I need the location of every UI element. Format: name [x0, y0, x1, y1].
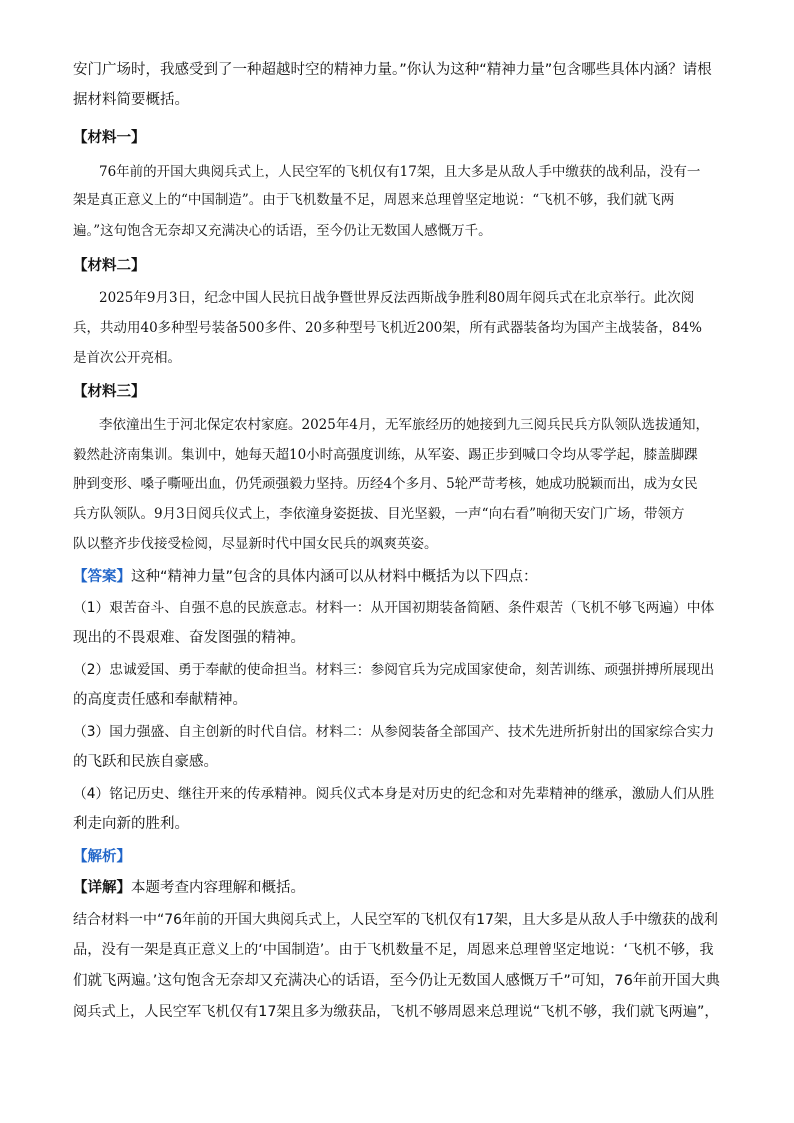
- answer-lead: 这种“精神力量”包含的具体内涵可以从材料中概括为以下四点：: [131, 569, 538, 585]
- material1-line-3: 遍。”这句饱含无奈却又充满决心的话语，至今仍让无数国人感慨万千。: [73, 223, 492, 239]
- answer-line-6: 的飞跃和民族自豪感。: [73, 754, 218, 770]
- answer-line-3: （2）忠诚爱国、勇于奉献的使命担当。材料三：参阅官兵为完成国家使命，刻苦训练、顽强拼搏所展现出: [73, 662, 715, 678]
- answer-line-2: 现出的不畏艰难、奋发图强的精神。: [73, 630, 305, 646]
- material2-heading: 【材料二】: [73, 258, 146, 274]
- analysis-line-2: 品，没有一架是真正意义上的‘中国制造’。由于飞机数量不足，周恩来总理曾坚定地说：‘飞机不够，我: [73, 942, 714, 958]
- analysis-line-4: 阅兵式上，人民空军飞机仅有17架且多为缴获品，飞机不够周恩来总理说“飞机不够，我们就飞两遍”，: [73, 1004, 719, 1020]
- intro-line-1: 安门广场时，我感受到了一种超越时空的精神力量。”你认为这种“精神力量”包含哪些具体内涵？请根: [73, 62, 712, 78]
- detail-text: 本题考查内容理解和概括。: [131, 880, 305, 896]
- material2-line-3: 是首次公开亮相。: [73, 350, 181, 366]
- analysis-tag: 【解析】: [73, 849, 131, 865]
- material1-line-2: 架是真正意义上的“中国制造”。由于飞机数量不足，周恩来总理曾坚定地说：“飞机不够，我们就飞两: [73, 192, 675, 208]
- answer-line-7: （4）铭记历史、继往开来的传承精神。阅兵仪式本身是对历史的纪念和对先辈精神的继承，激励人们从胜: [73, 786, 715, 802]
- answer-line-5: （3）国力强盛、自主创新的时代自信。材料二：从参阅装备全部国产、技术先进所折射出的国家综合实力: [73, 724, 715, 740]
- material3-line-3: 肿到变形、嗓子嘶哑出血，仍凭顽强毅力坚持。历经4个多月、5轮严苛考核，她成功脱颖而出，成为女民: [73, 476, 698, 492]
- material3-heading: 【材料三】: [73, 384, 146, 400]
- material3-line-1: 李依潼出生于河北保定农村家庭。2025年4月，无军旅经历的她接到九三阅兵民兵方队领队选拔通知，: [99, 417, 709, 433]
- analysis-line-1: 结合材料一中“76年前的开国大典阅兵式上，人民空军的飞机仅有17架，且大多是从敌人手中缴获的战利: [73, 912, 718, 928]
- material1-heading: 【材料一】: [73, 130, 146, 146]
- answer-tag: 【答案】: [73, 569, 131, 585]
- material1-line-1: 76年前的开国大典阅兵式上，人民空军的飞机仅有17架，且大多是从敌人手中缴获的战利品，没有一: [99, 164, 701, 180]
- intro-line-2: 据材料简要概括。: [73, 92, 189, 108]
- answer-line-1: （1）艰苦奋斗、自强不息的民族意志。材料一：从开国初期装备简陋、条件艰苦（飞机不够飞两遍）中体: [73, 600, 715, 616]
- detail-tag: 【详解】: [73, 880, 131, 896]
- detail-line: [73, 878, 305, 898]
- analysis-line-3: 们就飞两遍。’这句饱含无奈却又充满决心的话语，至今仍让无数国人感慨万千”可知，76年前开国大典: [73, 973, 720, 989]
- answer-line-8: 利走向新的胜利。: [73, 816, 189, 832]
- material2-line-1: 2025年9月3日，纪念中国人民抗日战争暨世界反法西斯战争胜利80周年阅兵式在北京举行。此次阅: [99, 290, 695, 306]
- material3-line-5: 队以整齐步伐接受检阅，尽显新时代中国女民兵的飒爽英姿。: [73, 536, 438, 552]
- material3-line-2: 毅然赴济南集训。集训中，她每天超10小时高强度训练，从军姿、踢正步到喊口令均从零学起，膝盖脚踝: [73, 447, 698, 463]
- material3-line-4: 兵方队领队。9月3日阅兵仪式上，李依潼身姿挺拔、目光坚毅，一声“向右看”响彻天安门广场，带领方: [73, 506, 685, 522]
- answer-line: [73, 567, 538, 587]
- answer-line-4: 的高度责任感和奉献精神。: [73, 692, 247, 708]
- material2-line-2: 兵，共动用40多种型号装备500多件、20多种型号飞机近200架，所有武器装备均为国产主战装备，84%: [73, 320, 702, 336]
